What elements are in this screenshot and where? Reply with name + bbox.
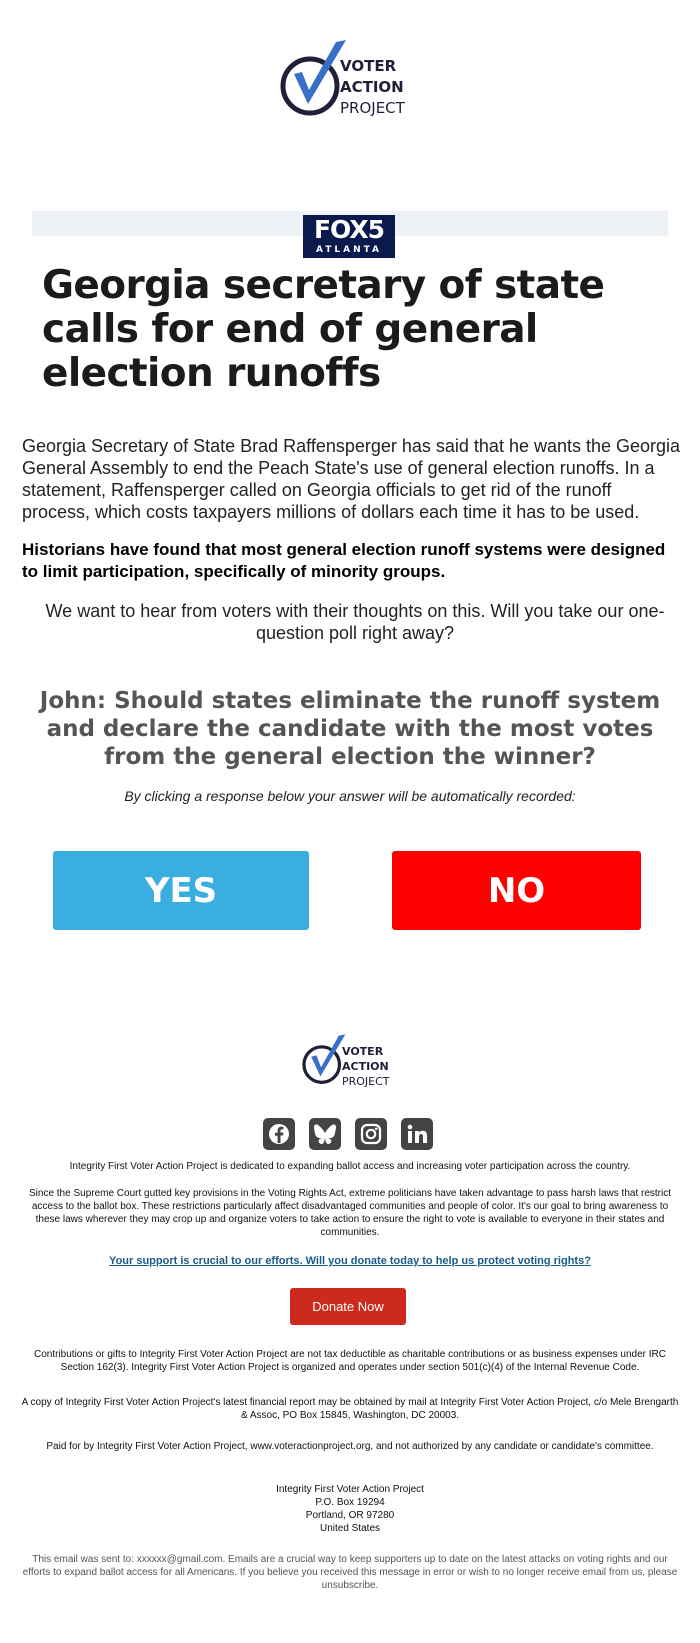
poll-question: John: Should states eliminate the runoff system and declare the candidate with the most votes from the general election the winner? bbox=[39, 688, 661, 770]
logo-line-3: PROJECT bbox=[340, 99, 405, 117]
article-paragraph-1: Georgia Secretary of State Brad Raffensperger has said that he wants the Georgia General Assembly to end the Peach State's use of general election runoffs. In a statement, Raffensperger called on Georgia officials to get rid of the runoff process, which costs taxpayers millions of dollars each time it has to be used. bbox=[22, 436, 681, 522]
header-logo[interactable] bbox=[280, 38, 440, 128]
fox5-city: ATLANTA bbox=[315, 245, 383, 255]
linkedin-icon[interactable] bbox=[401, 1118, 433, 1150]
article-paragraph-3: We want to hear from voters with their thoughts on this. Will you take our one-question poll right away? bbox=[45, 601, 665, 643]
address-box: P.O. Box 19294 bbox=[315, 1497, 385, 1508]
bluesky-icon[interactable] bbox=[309, 1118, 341, 1150]
address-city: Portland, OR 97280 bbox=[305, 1510, 395, 1521]
footer-tax-notice: Contributions or gifts to Integrity First Voter Action Project are not tax deductible as charitable contributions or as business expenses under IRC Section 162(3). Integrity First Voter Action Project is organized and operates under section 501(c)(4) of the Internal Revenue Code. bbox=[34, 1349, 666, 1373]
footer-context: Since the Supreme Court gutted key provisions in the Voting Rights Act, extreme politicians have taken advantage to pass harsh laws that restrict access to the ballot box. These restrictions particularly affect disadvantaged communities and people of color. It's our goal to bring awareness to these laws wherever they may crop up and organize voters to take action to ensure the right to vote is available to everyone in their states and communities. bbox=[28, 1188, 671, 1238]
article-paragraph-2: Historians have found that most general election runoff systems were designed to limit participation, specifically of minority groups. bbox=[22, 540, 666, 581]
footer-financial-report: A copy of Integrity First Voter Action Project's latest financial report may be obtained by mail at Integrity First Voter Action Project, c/o Mele Brengarth & Assoc, PO Box 15845, Washington, DC 20003. bbox=[21, 1397, 679, 1421]
social-links bbox=[263, 1118, 438, 1150]
footer-logo[interactable] bbox=[302, 1030, 422, 1092]
article-headline: Georgia secretary of state calls for end of general election runoffs bbox=[42, 263, 605, 396]
logo-line-2: ACTION bbox=[340, 78, 404, 96]
footer-mission: Integrity First Voter Action Project is dedicated to expanding ballot access and increasing voter participation across the country. bbox=[69, 1161, 631, 1172]
donate-now-button[interactable]: Donate Now bbox=[290, 1288, 406, 1325]
address-name: Integrity First Voter Action Project bbox=[276, 1484, 424, 1495]
footer-logo-line-1: VOTER bbox=[342, 1045, 384, 1058]
poll-disclaimer: By clicking a response below your answer will be automatically recorded: bbox=[124, 788, 576, 804]
footer-address bbox=[20, 1483, 680, 1535]
footer-logo-line-3: PROJECT bbox=[342, 1075, 390, 1088]
fox5-brand: FOX5 bbox=[313, 215, 385, 244]
footer-paid-for: Paid for by Integrity First Voter Action Project, www.voteractionproject.org, and not authorized by any candidate or candidate's committee. bbox=[46, 1441, 654, 1452]
fox5-logo bbox=[303, 215, 395, 258]
instagram-icon[interactable] bbox=[355, 1118, 387, 1150]
logo-line-1: VOTER bbox=[340, 57, 397, 75]
footer-logo-line-2: ACTION bbox=[342, 1060, 389, 1073]
yes-button[interactable]: YES bbox=[53, 851, 309, 930]
address-country: United States bbox=[319, 1523, 381, 1534]
facebook-icon[interactable] bbox=[263, 1118, 295, 1150]
donate-link[interactable]: Your support is crucial to our efforts. Will you donate today to help us protect voting rights? bbox=[109, 1255, 591, 1267]
no-button[interactable]: NO bbox=[392, 851, 641, 930]
footer-sent-to: This email was sent to: xxxxxx@gmail.com. Emails are a crucial way to keep supporters up to date on the latest attacks on voting rights and our efforts to expand ballot access for all Americans. If you believe you received this message in error or wish to no longer receive email from us, please unsubscribe. bbox=[22, 1554, 678, 1591]
